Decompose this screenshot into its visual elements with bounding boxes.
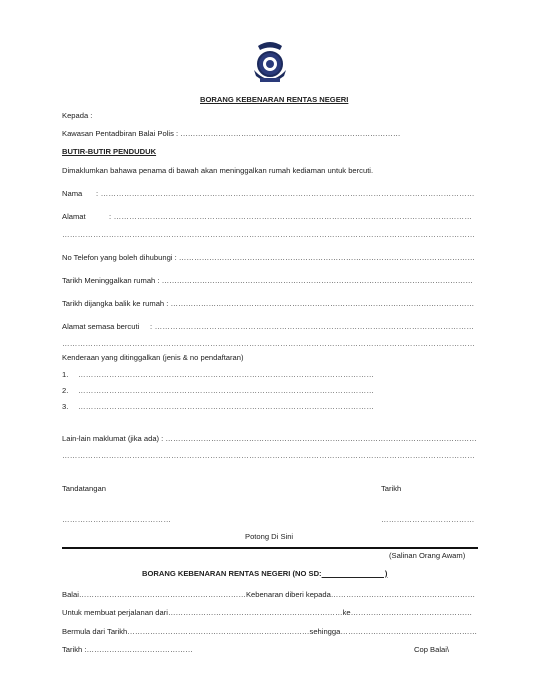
kenderaan-label: Kenderaan yang ditinggalkan (jenis & no pendaftaran) <box>62 353 244 362</box>
alamat-cuti-field-line2[interactable]: …………………………………………………………………………………………………………………………………………… <box>62 339 476 348</box>
alamat-cuti-label: Alamat semasa bercuti <box>62 322 140 331</box>
potong-di-sini: Potong Di Sini <box>245 532 294 541</box>
slip-bermula-field[interactable]: Bermula dari Tarikh………………………………………………………………sehingga……………………………………………… <box>62 627 478 636</box>
section-title: BUTIR-BUTIR PENDUDUK <box>62 147 157 156</box>
tarikh-balik-field[interactable]: Tarikh dijangka balik ke rumah : ………………………………………………………………………………………………………… <box>62 299 475 308</box>
kenderaan-num-1: 1. <box>62 370 69 379</box>
kenderaan-num-3: 3. <box>62 402 69 411</box>
tandatangan-label: Tandatangan <box>62 484 106 493</box>
alamat-label: Alamat <box>62 212 86 221</box>
alamat-field-line2[interactable]: …………………………………………………………………………………………………………………………………………… <box>62 230 476 239</box>
cop-balai-label: Cop Balai\ <box>414 645 450 654</box>
intro-text: Dimaklumkan bahawa penama di bawah akan meninggalkan rumah kediaman untuk bercuti. <box>62 166 374 175</box>
kenderaan-field-3[interactable]: …………………………………………………………………………………………………… <box>78 402 375 411</box>
tarikh-field[interactable]: ……………………………… <box>381 515 475 524</box>
tarikh-tinggal-field[interactable]: Tarikh Meninggalkan rumah : …………………………………………………………………………………………………………… <box>62 276 473 285</box>
kepada-label: Kepada : <box>62 111 93 120</box>
tarikh-label: Tarikh <box>381 484 402 493</box>
telefon-field[interactable]: No Telefon yang boleh dihubungi : ……………………………………………………………………………………………………… <box>62 253 475 262</box>
nama-field[interactable]: : ……………………………………………………………………………………………………………………………… <box>96 189 475 198</box>
form-title: BORANG KEBENARAN RENTAS NEGERI <box>200 95 349 104</box>
lain-lain-field[interactable]: Lain-lain maklumat (jika ada) : …………………………………………………………………………………………………………… <box>62 434 477 443</box>
slip-balai-field[interactable]: Balai…………………………………………………………Kebenaran diberi kepada………………………………………………… <box>62 590 476 599</box>
kenderaan-num-2: 2. <box>62 386 69 395</box>
tandatangan-field[interactable]: …………………………………… <box>62 515 172 524</box>
salinan-label: (Salinan Orang Awam) <box>389 551 466 560</box>
alamat-cuti-field[interactable]: : …………………………………………………………………………………………………………… <box>150 322 475 331</box>
kawasan-field[interactable]: Kawasan Pentadbiran Balai Polis : …………………………………………………………………………… <box>62 129 401 138</box>
slip-tarikh-field[interactable]: Tarikh :…………………………………… <box>62 645 193 654</box>
slip-perjalanan-field[interactable]: Untuk membuat perjalanan dari……………………………………………………………ke………………………………………… <box>62 608 473 617</box>
lain-lain-field-line2[interactable]: …………………………………………………………………………………………………………………………………………… <box>62 451 476 460</box>
kenderaan-field-1[interactable]: …………………………………………………………………………………………………… <box>78 370 375 379</box>
alamat-field[interactable]: : ………………………………………………………………………………………………………………………… <box>109 212 473 221</box>
slip-title-prefix: BORANG KEBENARAN RENTAS NEGERI (NO SD: <box>142 569 322 578</box>
kenderaan-field-2[interactable]: …………………………………………………………………………………………………… <box>78 386 375 395</box>
nama-label: Nama <box>62 189 83 198</box>
slip-title-blank[interactable]: ) <box>321 569 388 578</box>
police-crest-logo <box>250 40 290 88</box>
slip-title <box>142 569 387 579</box>
cut-line <box>62 547 478 549</box>
